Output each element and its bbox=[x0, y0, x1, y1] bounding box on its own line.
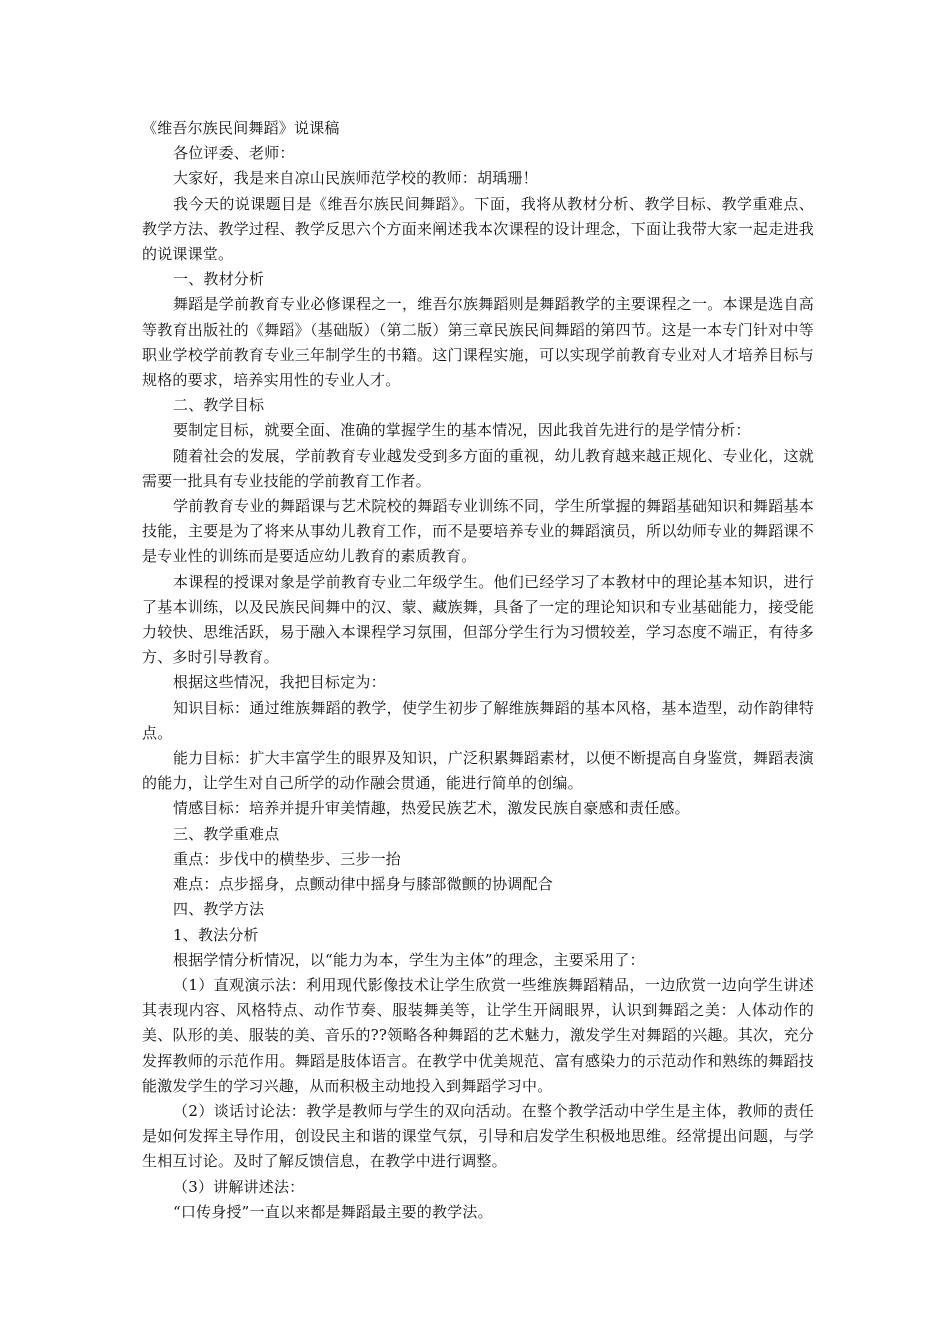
paragraph: 随着社会的发展，学前教育专业越发受到多方面的重视，幼儿教育越来越正规化、专业化，这就需要一批具有专业技能的学前教育工作者。 bbox=[142, 446, 814, 490]
key-point: 重点：步伐中的横垫步、三步一抬 bbox=[173, 849, 402, 868]
paragraph: 根据学情分析情况，以“能力为本，学生为主体”的理念，主要采用了： bbox=[173, 950, 645, 969]
paragraph: 学前教育专业的舞蹈课与艺术院校的舞蹈专业训练不同，学生所掌握的舞蹈基础知识和舞蹈基本技能，主要是为了将来从事幼儿教育工作，而不是要培养专业的舞蹈演员，所以幼师专业的舞蹈课不是专业性的训练而是要适应幼儿教育的素质教育。 bbox=[142, 497, 814, 566]
document-page bbox=[142, 116, 814, 1225]
document-title: 《维吾尔族民间舞蹈》说课稿 bbox=[142, 119, 340, 137]
ability-goal: 能力目标：扩大丰富学生的眼界及知识，广泛积累舞蹈素材，以便不断提高自身鉴赏，舞蹈表演的能力，让学生对自己所学的动作融会贯通，能进行简单的创编。 bbox=[142, 749, 814, 793]
emotion-goal: 情感目标：培养并提升审美情趣，热爱民族艺术，激发民族自豪感和责任感。 bbox=[173, 799, 690, 818]
paragraph: 本课程的授课对象是学前教育专业二年级学生。他们已经学习了本教材中的理论基本知识，进行了基本训练，以及民族民间舞中的汉、蒙、藏族舞，具备了一定的理论知识和专业基础能力，接受能力较快、思维活跃，易于融入本课程学习氛围，但部分学生行为习惯较差，学习态度不端正，有待多方、多时引导教育。 bbox=[142, 572, 814, 667]
paragraph: “口传身授”一直以来都是舞蹈最主要的教学法。 bbox=[173, 1202, 493, 1221]
method-1: （1）直观演示法：利用现代影像技术让学生欣赏一些维族舞蹈精品，一边欣赏一边向学生讲述其表现内容、风格特点、动作节奏、服装舞美等，让学生开阔眼界，认识到舞蹈之美：人体动作的美、队形的美、服装的美、音乐的??领略各种舞蹈的艺术魅力，激发学生对舞蹈的兴趣。其次，充分发挥教师的示范作用。舞蹈是肢体语言。在教学中优美规范、富有感染力的示范动作和熟练的舞蹈技能激发学生的学习兴趣，从而积极主动地投入到舞蹈学习中。 bbox=[142, 975, 814, 1095]
paragraph: 根据这些情况，我把目标定为： bbox=[173, 673, 386, 692]
section-heading-2: 二、教学目标 bbox=[173, 396, 265, 415]
greeting: 各位评委、老师： bbox=[173, 144, 295, 163]
paragraph: 要制定目标，就要全面、准确的掌握学生的基本情况，因此我首先进行的是学情分析： bbox=[173, 421, 751, 440]
difficult-point: 难点：点步摇身，点颤动律中摇身与膝部微颤的协调配合 bbox=[173, 875, 554, 894]
knowledge-goal: 知识目标：通过维族舞蹈的教学，使学生初步了解维族舞蹈的基本风格，基本造型，动作韵律特点。 bbox=[142, 698, 814, 742]
method-2: （2）谈话讨论法：教学是教师与学生的双向活动。在整个教学活动中学生是主体，教师的责任是如何发挥主导作用，创设民主和谐的课堂气氛，引导和启发学生积极地思维。经常提出问题，与学生相互讨论。及时了解反馈信息，在教学中进行调整。 bbox=[142, 1101, 814, 1171]
intro-paragraph: 我今天的说课题目是《维吾尔族民间舞蹈》。下面，我将从教材分析、教学目标、教学重难点、教学方法、教学过程、教学反思六个方面来阐述我本次课程的设计理念，下面让我带大家一起走进我的说课课堂。 bbox=[142, 194, 814, 264]
self-introduction: 大家好，我是来自凉山民族师范学校的教师：胡瑀珊！ bbox=[173, 169, 538, 188]
subsection-heading: 1、教法分析 bbox=[173, 925, 259, 944]
paragraph: 舞蹈是学前教育专业必修课程之一，维吾尔族舞蹈则是舞蹈教学的主要课程之一。本课是选自高等教育出版社的《舞蹈》（基础版）（第二版）第三章民族民间舞蹈的第四节。这是一本专门针对中等职业学校学前教育专业三年制学生的书籍。这门课程实施，可以实现学前教育专业对人才培养目标与规格的要求，培养实用性的专业人才。 bbox=[142, 295, 814, 390]
section-heading-1: 一、教材分析 bbox=[173, 270, 265, 289]
section-heading-3: 三、教学重难点 bbox=[173, 824, 280, 843]
method-3-heading: （3）讲解讲述法： bbox=[173, 1177, 305, 1196]
section-heading-4: 四、教学方法 bbox=[173, 900, 265, 919]
